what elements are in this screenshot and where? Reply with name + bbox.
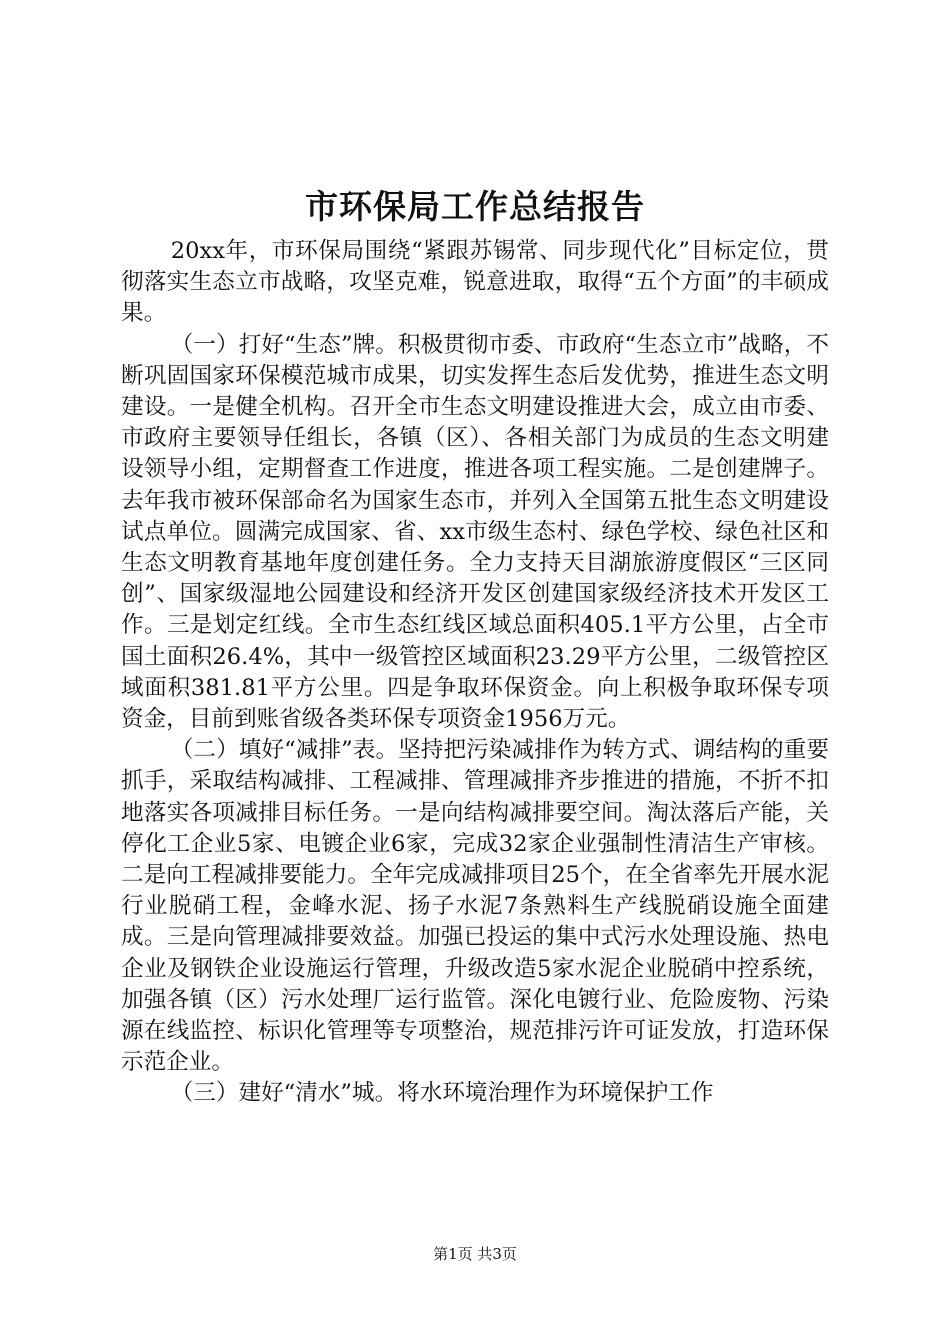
document-body [121, 236, 829, 1110]
paragraph-section-2: （二）填好“减排”表。坚持把污染减排作为转方式、调结构的重要抓手，采取结构减排、工程减排、管理减排齐步推进的措施，不折不扣地落实各项减排目标任务。一是向结构减排要空间。淘汰落后产能，关停化工企业5家、电镀企业6家，完成32家企业强制性清洁生产审核。二是向工程减排要能力。全年完成减排项目25个，在全省率先开展水泥行业脱硝工程，金峰水泥、扬子水泥7条熟料生产线脱硝设施全面建成。三是向管理减排要效益。加强已投运的集中式污水处理设施、热电企业及钢铁企业设施运行管理，升级改造5家水泥企业脱硝中控系统，加强各镇（区）污水处理厂运行监管。深化电镀行业、危险废物、污染源在线监控、标识化管理等专项整治，规范排污许可证发放，打造环保示范企业。 [121, 737, 829, 1076]
page-footer: 第1页 共3页 [433, 1245, 517, 1263]
paragraph-section-3: （三）建好“清水”城。将水环境治理作为环境保护工作 [170, 1080, 714, 1107]
paragraph-intro: 20xx年，市环保局围绕“紧跟苏锡常、同步现代化”目标定位，贯彻落实生态立市战略，攻坚克难，锐意进取，取得“五个方面”的丰硕成果。 [121, 238, 829, 327]
page-title: 市环保局工作总结报告 [305, 187, 645, 226]
paragraph-section-1: （一）打好“生态”牌。积极贯彻市委、市政府“生态立市”战略，不断巩固国家环保模范城市成果，切实发挥生态后发优势，推进生态文明建设。一是健全机构。召开全市生态文明建设推进大会，成立由市委、市政府主要领导任组长，各镇（区）、各相关部门为成员的生态文明建设领导小组，定期督查工作进度，推进各项工程实施。二是创建牌子。去年我市被环保部命名为国家生态市，并列入全国第五批生态文明建设试点单位。圆满完成国家、省、xx市级生态村、绿色学校、绿色社区和生态文明教育基地年度创建任务。全力支持天目湖旅游度假区“三区同创”、国家级湿地公园建设和经济开发区创建国家级经济技术开发区工作。三是划定红线。全市生态红线区域总面积405.1平方公里，占全市国土面积26.4%，其中一级管控区域面积23.29平方公里，二级管控区域面积381.81平方公里。四是争取环保资金。向上积极争取环保专项资金，目前到账省级各类环保专项资金1956万元。 [121, 331, 829, 733]
